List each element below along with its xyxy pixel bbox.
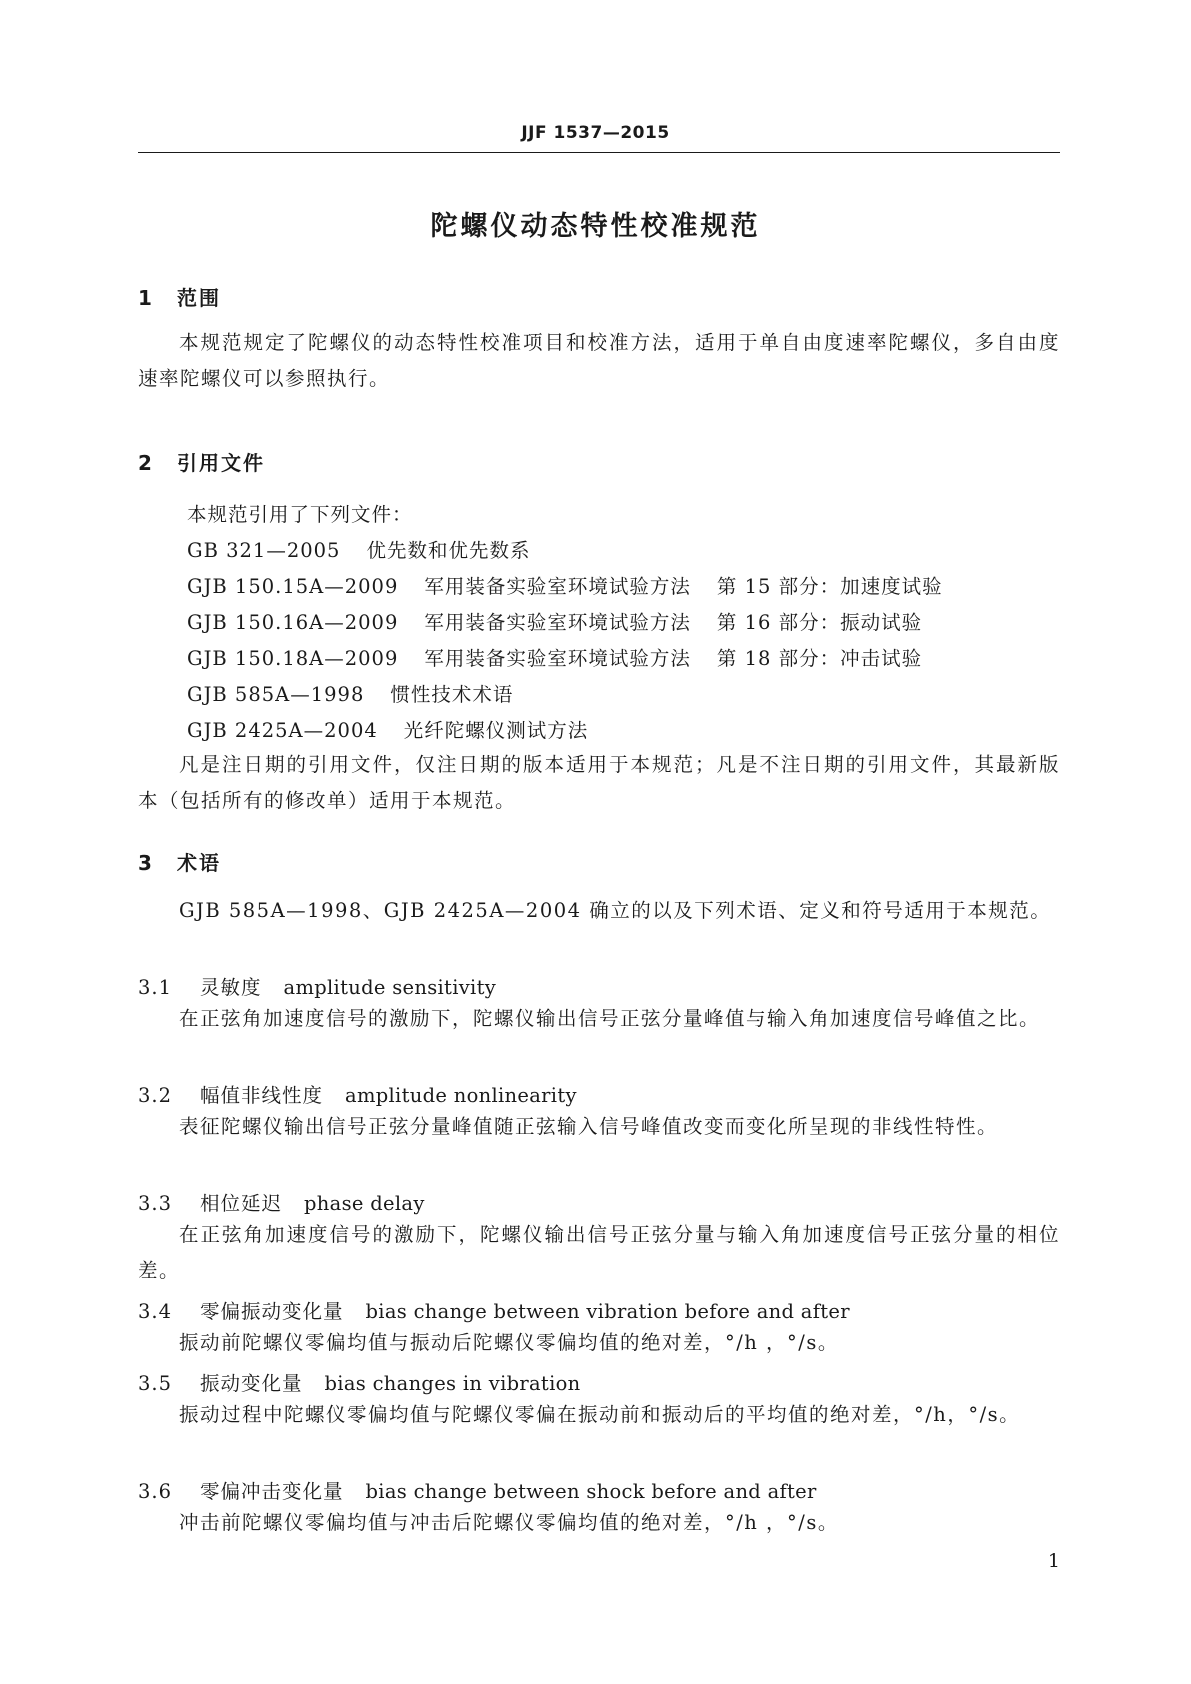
reference-title: 光纤陀螺仪测试方法 <box>403 719 589 742</box>
section-title: 引用文件 <box>177 451 265 475</box>
reference-part: 第 16 部分：振动试验 <box>716 611 923 634</box>
page-number: 1 <box>1047 1550 1060 1572</box>
reference-item <box>187 679 513 707</box>
reference-item <box>187 715 588 743</box>
term-definition: 振动前陀螺仪零偏均值与振动后陀螺仪零偏均值的绝对差，°/h ，°/s。 <box>178 1331 839 1354</box>
term-zh: 幅值非线性度 <box>200 1084 324 1107</box>
term-zh: 零偏冲击变化量 <box>200 1480 344 1503</box>
running-header: JJF 1537—2015 <box>521 123 670 143</box>
section-number: 2 <box>138 451 152 475</box>
section-title: 范围 <box>177 286 221 310</box>
terms-intro: GJB 585A—1998、GJB 2425A—2004 确立的以及下列术语、定义和符号适用于本规范。 <box>178 899 1052 922</box>
term-en: bias changes in vibration <box>324 1372 581 1395</box>
reference-item <box>187 535 530 563</box>
reference-title: 军用装备实验室环境试验方法 <box>424 647 691 670</box>
reference-title: 惯性技术术语 <box>390 683 514 706</box>
term-number: 3.3 <box>138 1192 173 1215</box>
reference-item <box>187 607 922 635</box>
term-number: 3.4 <box>138 1300 173 1323</box>
term-en: bias change between vibration before and after <box>365 1300 850 1323</box>
document-title: 陀螺仪动态特性校准规范 <box>430 211 761 242</box>
reference-code: GJB 2425A—2004 <box>187 719 378 742</box>
term-en: amplitude sensitivity <box>283 976 497 999</box>
term-number: 3.2 <box>138 1084 173 1107</box>
reference-part: 第 15 部分：加速度试验 <box>716 575 943 598</box>
section-heading-references <box>138 447 265 476</box>
term-entry <box>138 1296 850 1324</box>
section-number: 1 <box>138 286 152 310</box>
section-heading-terms <box>138 847 221 876</box>
term-entry <box>138 1476 817 1504</box>
reference-title: 优先数和优先数系 <box>366 539 531 562</box>
reference-title: 军用装备实验室环境试验方法 <box>424 575 691 598</box>
term-zh: 相位延迟 <box>200 1192 283 1215</box>
reference-item <box>187 643 922 671</box>
term-definition: 在正弦角加速度信号的激励下，陀螺仪输出信号正弦分量与输入角加速度信号正弦分量的相位差。 <box>138 1223 1060 1282</box>
references-intro: 本规范引用了下列文件： <box>187 503 413 526</box>
term-zh: 灵敏度 <box>200 976 262 999</box>
term-definition: 振动过程中陀螺仪零偏均值与陀螺仪零偏在振动前和振动后的平均值的绝对差，°/h，°/s。 <box>178 1403 1021 1426</box>
reference-part: 第 18 部分：冲击试验 <box>716 647 923 670</box>
term-definition: 表征陀螺仪输出信号正弦分量峰值随正弦输入信号峰值改变而变化所呈现的非线性特性。 <box>178 1115 998 1138</box>
term-definition: 冲击前陀螺仪零偏均值与冲击后陀螺仪零偏均值的绝对差，°/h ，°/s。 <box>178 1511 839 1534</box>
reference-code: GJB 150.16A—2009 <box>187 611 399 634</box>
reference-code: GJB 585A—1998 <box>187 683 365 706</box>
section-title: 术语 <box>177 851 221 875</box>
term-en: amplitude nonlinearity <box>345 1084 577 1107</box>
term-entry <box>138 1188 425 1216</box>
term-en: phase delay <box>304 1192 425 1215</box>
references-note: 凡是注日期的引用文件，仅注日期的版本适用于本规范；凡是不注日期的引用文件，其最新版本（包括所有的修改单）适用于本规范。 <box>138 753 1060 812</box>
term-definition: 在正弦角加速度信号的激励下，陀螺仪输出信号正弦分量峰值与输入角加速度信号峰值之比。 <box>178 1007 1040 1030</box>
section-heading-scope <box>138 282 221 311</box>
reference-code: GB 321—2005 <box>187 539 341 562</box>
term-zh: 零偏振动变化量 <box>200 1300 344 1323</box>
reference-code: GJB 150.18A—2009 <box>187 647 399 670</box>
section-number: 3 <box>138 851 152 875</box>
term-en: bias change between shock before and after <box>365 1480 817 1503</box>
term-number: 3.6 <box>138 1480 173 1503</box>
term-entry <box>138 972 496 1000</box>
scope-paragraph: 本规范规定了陀螺仪的动态特性校准项目和校准方法，适用于单自由度速率陀螺仪，多自由度速率陀螺仪可以参照执行。 <box>138 331 1060 390</box>
reference-item <box>187 571 943 599</box>
term-entry <box>138 1080 577 1108</box>
term-entry <box>138 1368 581 1396</box>
term-number: 3.5 <box>138 1372 173 1395</box>
reference-code: GJB 150.15A—2009 <box>187 575 399 598</box>
reference-title: 军用装备实验室环境试验方法 <box>424 611 691 634</box>
header-rule <box>138 152 1060 153</box>
term-number: 3.1 <box>138 976 173 999</box>
term-zh: 振动变化量 <box>200 1372 303 1395</box>
